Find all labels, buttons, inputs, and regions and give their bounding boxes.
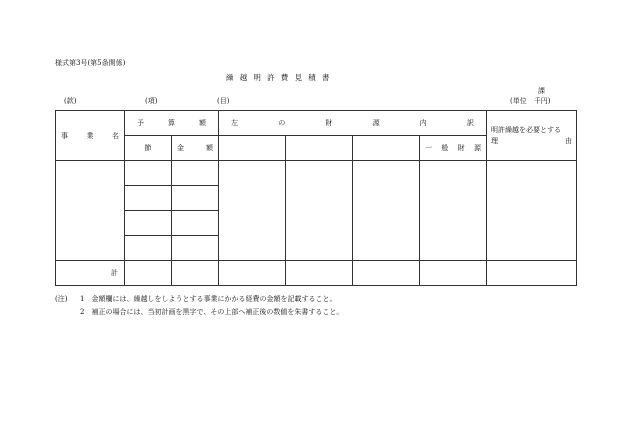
header-char: 業 (86, 131, 94, 140)
sources-text (219, 118, 486, 128)
header-char: 源 (473, 144, 481, 152)
amount-cell[interactable] (172, 211, 219, 236)
total-general-fund-cell[interactable] (420, 261, 487, 286)
total-reason-cell[interactable] (487, 261, 577, 286)
source-col-3 (353, 136, 420, 161)
note-marker: (注) (55, 295, 68, 303)
kou-label: (項) (145, 97, 158, 105)
setsu-cell[interactable] (125, 161, 172, 186)
header-char: 財 (325, 119, 333, 127)
header-char: 一 (425, 144, 432, 152)
total-amount-cell[interactable] (172, 261, 219, 286)
total-source-cell-2[interactable] (286, 261, 353, 286)
department-label: 課 (538, 87, 545, 95)
header-char: 名 (112, 131, 119, 140)
header-char: 内 (419, 119, 427, 127)
amount-cell[interactable] (172, 161, 219, 186)
budget-header (125, 111, 219, 136)
estimate-table (55, 110, 577, 286)
reason-line1: 明許繰越を必要とする (491, 125, 561, 134)
setsu-cell[interactable] (125, 211, 172, 236)
general-fund-header (420, 136, 487, 161)
document-title: 繰越明許費見積書 (226, 73, 336, 82)
sources-header (219, 111, 487, 136)
amount-cell[interactable] (172, 236, 219, 261)
setsu-header: 節 (125, 136, 172, 161)
kan-label: (款) (64, 97, 77, 105)
source-col-2 (286, 136, 353, 161)
total-source-cell-1[interactable] (219, 261, 286, 286)
total-source-cell-3[interactable] (353, 261, 420, 286)
moku-label: (目) (217, 97, 230, 105)
header-char: 源 (372, 119, 380, 127)
header-char: 財 (457, 144, 465, 152)
project-name-header (56, 111, 125, 161)
header-char: 算 (168, 119, 175, 127)
setsu-cell[interactable] (125, 186, 172, 211)
note-1: 1 金額欄には、繰越しをしようとする事業にかかる経費の金額を記載すること。 (80, 295, 337, 303)
header-char: 額 (206, 144, 213, 152)
general-fund-cell[interactable] (420, 161, 487, 261)
header-char: 事 (61, 131, 68, 140)
total-label: 計 (56, 261, 125, 286)
source-cell-3[interactable] (353, 161, 420, 261)
amount-cell[interactable] (172, 186, 219, 211)
header-char: 予 (137, 119, 144, 127)
reason-line2: 理 由 (491, 136, 572, 145)
budget-text (125, 118, 218, 128)
source-col-1 (219, 136, 286, 161)
header-char: 般 (441, 144, 449, 152)
reason-header (487, 111, 577, 161)
unit-label: (単位 千円) (510, 97, 551, 105)
general-fund-text (420, 143, 486, 153)
amount-header (172, 136, 219, 161)
reason-cell[interactable] (487, 161, 577, 261)
header-char: 金 (177, 144, 184, 152)
source-cell-1[interactable] (219, 161, 286, 261)
project-name-text (56, 131, 124, 141)
note-2: 2 補正の場合には、当初計画を黒字で、その上部へ補正後の数値を朱書すること。 (80, 308, 344, 316)
project-name-cell[interactable] (56, 161, 125, 261)
header-char: 額 (199, 119, 206, 127)
header-char: 左 (231, 119, 238, 127)
header-char: の (278, 119, 286, 127)
header-char: 訳 (466, 119, 474, 127)
amount-text (172, 143, 218, 153)
form-number-label: 様式第3号(第5条関係) (55, 59, 126, 67)
source-cell-2[interactable] (286, 161, 353, 261)
setsu-cell[interactable] (125, 236, 172, 261)
total-setsu-cell[interactable] (125, 261, 172, 286)
